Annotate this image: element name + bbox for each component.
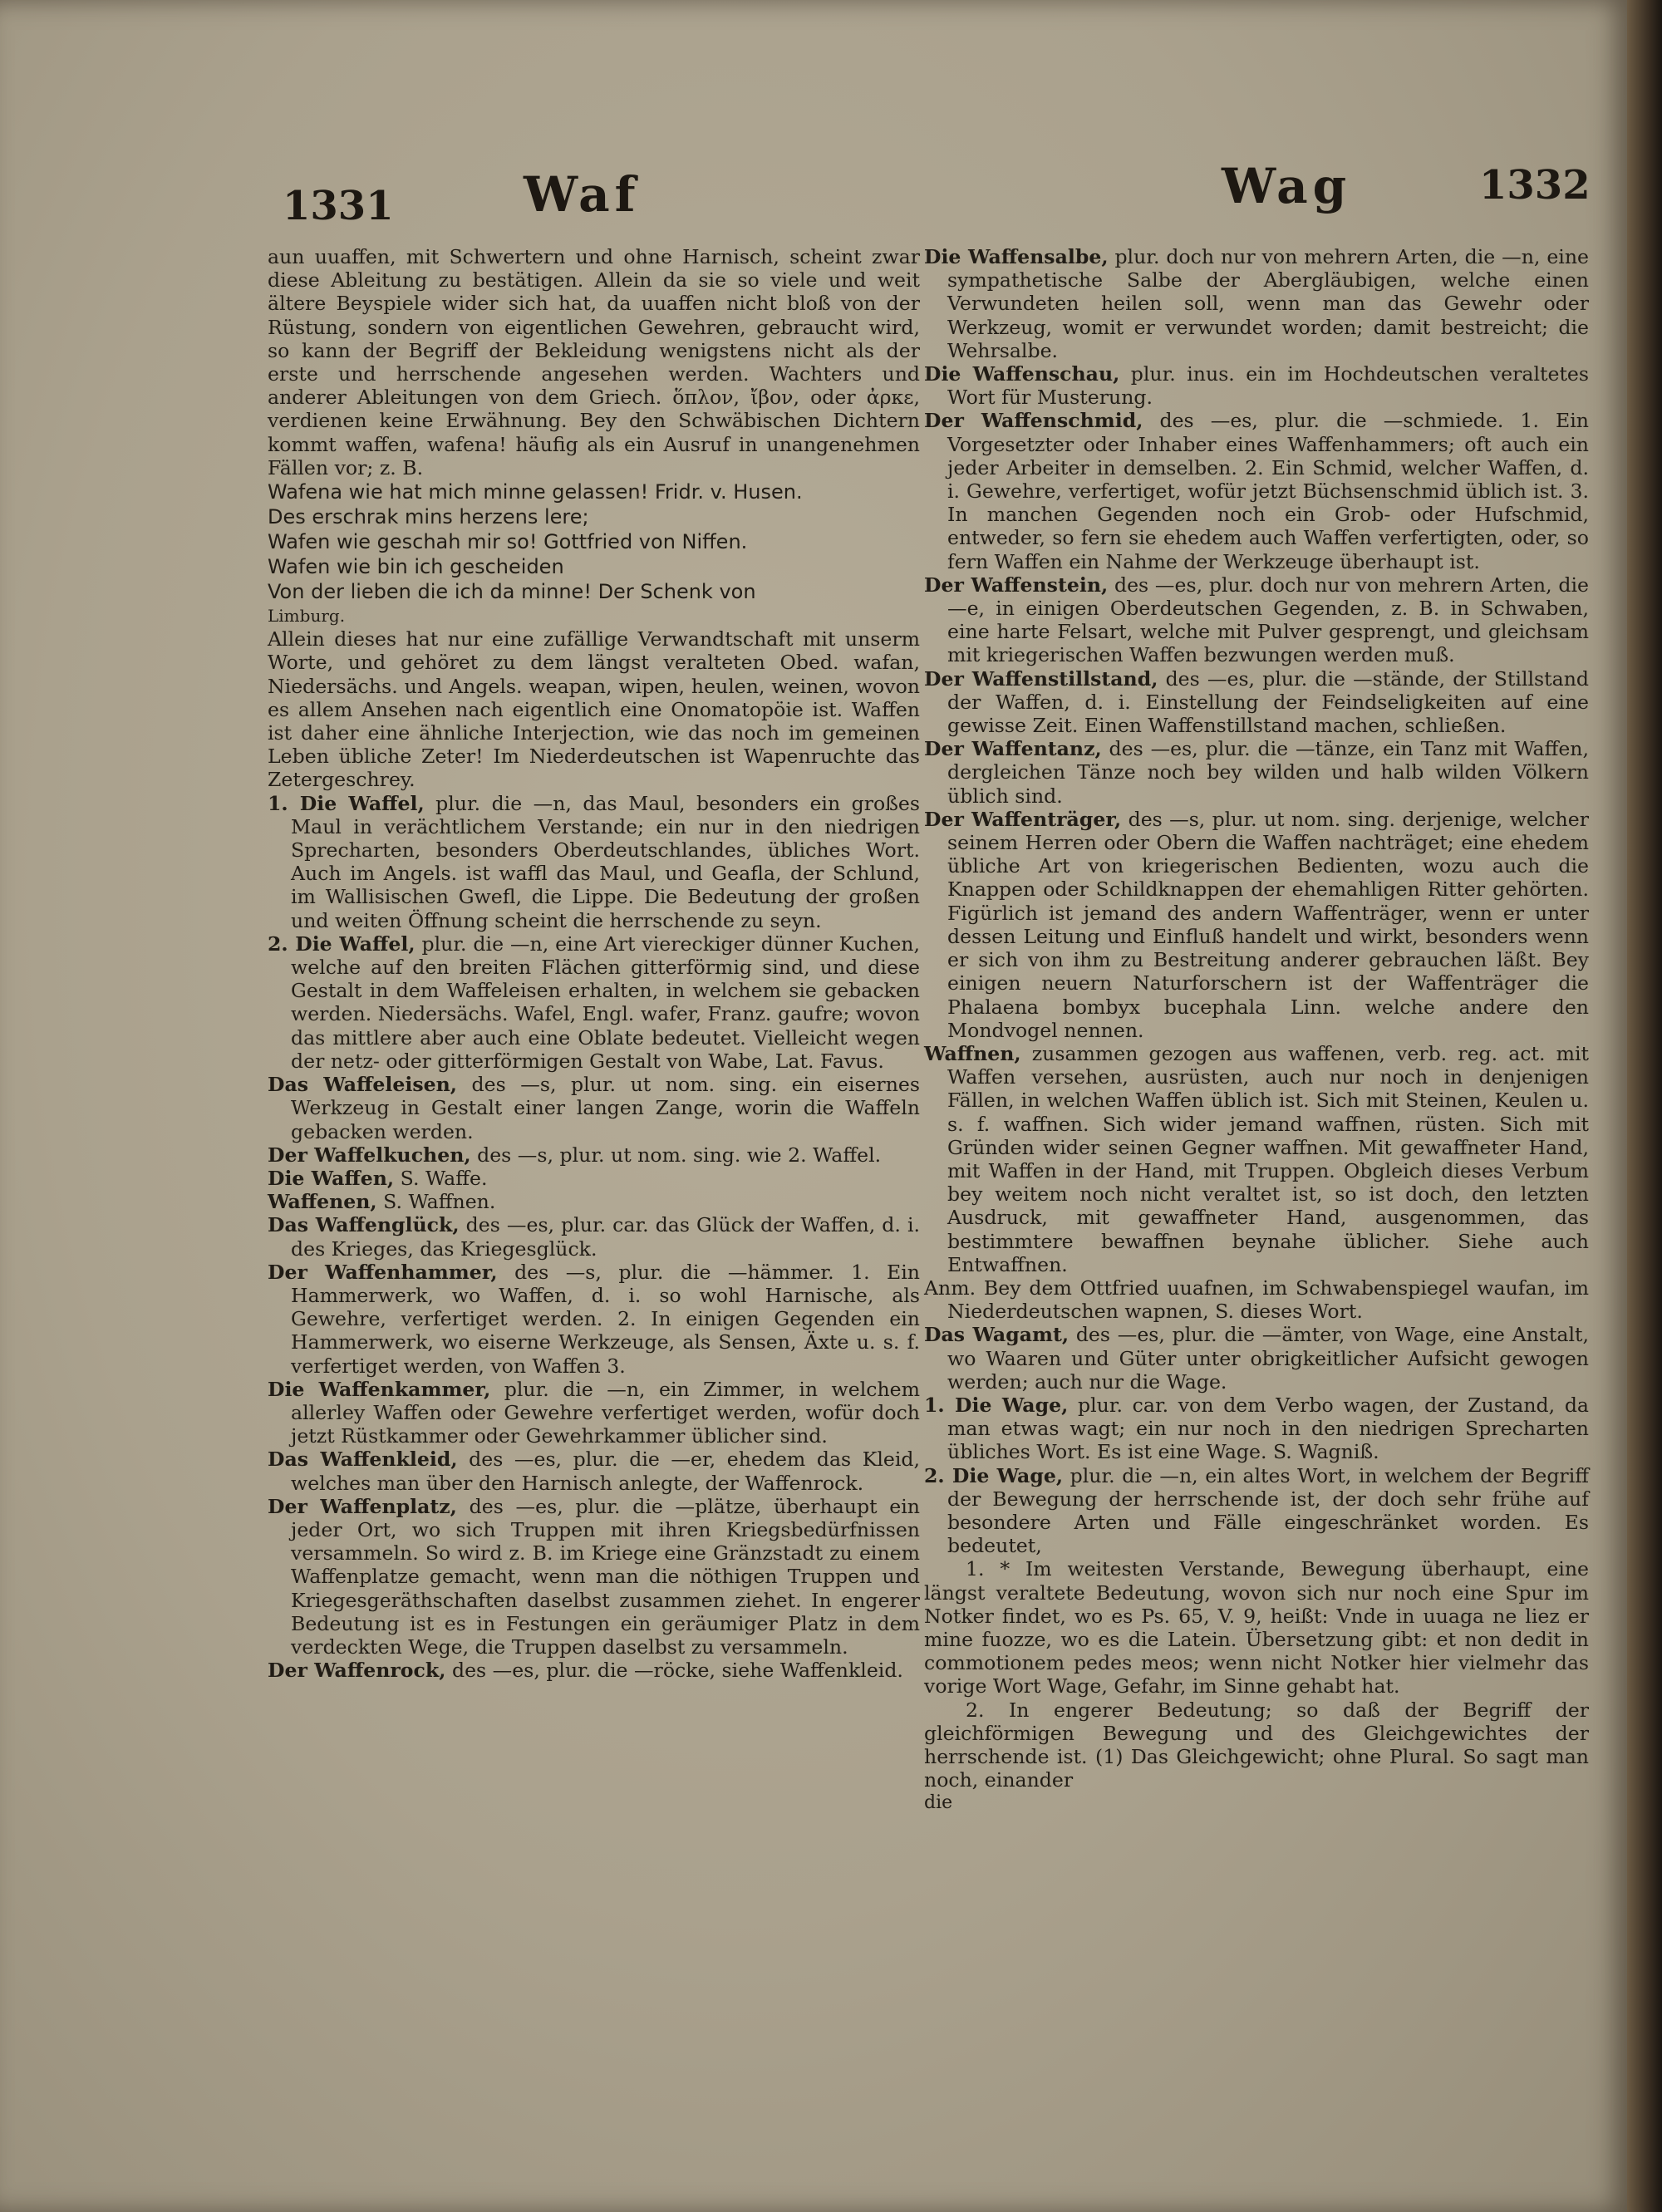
running-head-right: Wag xyxy=(1222,158,1352,214)
dictionary-entry xyxy=(268,1073,920,1143)
entry-headword: Das Waffenkleid, xyxy=(268,1448,458,1472)
verse-line: Des erschrak mins herzens lere; xyxy=(268,505,589,529)
dictionary-entry xyxy=(924,1042,1589,1276)
right-column xyxy=(924,245,1589,1816)
dictionary-entry xyxy=(268,1190,920,1213)
dictionary-entry xyxy=(268,1261,920,1378)
entry-headword: Der Waffenrock, xyxy=(268,1659,446,1683)
dictionary-entry xyxy=(924,409,1589,573)
book-spine xyxy=(1627,0,1662,2212)
verse-attribution: Limburg. xyxy=(268,606,346,627)
entry-headword: Der Waffenhammer, xyxy=(268,1260,498,1284)
continuation-paragraph: aun uuaffen, mit Schwertern und ohne Harnisch, scheint zwar diese Ableitung zu bestätigen. Allein da sie so viele und weit ältere Beyspiele wider sich hat, da uuaffen nicht bloß von der Rüstung, sondern von eigentlichen Gewehren, gebraucht wird, so kann der Begriff der Bekleidung wenigstens nicht als der erste und herrschende angesehen werden. Wachters und anderer Ableitungen von dem Griech. ὅπλον, ἴβον, oder ἀρκε, verdienen keine Erwähnung. Bey den Schwäbischen Dichtern kommt waffen, wafena! häufig als ein Ausruf in unangenehmen Fällen vor; z. B. xyxy=(268,245,920,479)
entry-list xyxy=(268,792,920,1683)
catchword-footer: die xyxy=(924,1792,953,1814)
sub-sense-paragraph: 2. In engerer Bedeutung; so daß der Begriff der gleichförmigen Bewegung und des Gleichgewichtes der herrschende ist. (1) Das Gleichgewicht; ohne Plural. So sagt man noch, einander xyxy=(924,1698,1589,1792)
entry-list xyxy=(924,245,1589,1557)
entry-definition: plur. die —n, das Maul, besonders ein großes Maul in verächtlichem Verstande; ein nur in den niedrigen Sprecharten, besonders Oberdeutschlandes, übliches Wort. Auch im Angels. ist waffl das Maul, und Geafla, der Schlund, im Wallisischen Gwefl, die Lippe. Die Bedeutung der großen und weiten Öffnung scheint die herrschende zu seyn. xyxy=(291,791,921,932)
dictionary-entry xyxy=(268,1448,920,1494)
verse-line: Wafen wie bin ich gescheiden xyxy=(268,555,564,579)
dictionary-entry xyxy=(268,1378,920,1448)
entry-definition: des —es, plur. die —stände, der Stillstand der Waffen, d. i. Einstellung der Feindseligkeiten auf eine gewisse Zeit. Einen Waffenstillstand machen, schließen. xyxy=(947,666,1589,738)
left-column xyxy=(268,245,920,1682)
entry-definition: des —es, plur. car. das Glück der Waffen, d. i. des Krieges, das Kriegesglück. xyxy=(291,1213,920,1261)
entry-definition: S. Waffnen. xyxy=(376,1190,496,1214)
entry-headword: Der Waffenstillstand, xyxy=(924,666,1158,691)
entry-definition: plur. doch nur von mehrern Arten, die —n, eine sympathetische Salbe der Abergläubigen, welche einen Verwundeten heilen soll, wenn man das Gewehr oder Werkzeug, womit er verwundet worden; damit bestreicht; die Wehrsalbe. xyxy=(947,245,1589,362)
entry-definition: Anm. Bey dem Ottfried uuafnen, im Schwabenspiegel waufan, im Niederdeutschen wapnen, S. dieses Wort. xyxy=(924,1276,1589,1324)
entry-headword: 1. Die Wage, xyxy=(924,1393,1069,1417)
entry-definition: plur. die —n, ein Zimmer, in welchem allerley Waffen oder Gewehre verfertiget werden, wofür doch jetzt Rüstkammer oder Gewehrkammer üblicher sind. xyxy=(291,1377,920,1448)
entry-definition: des —es, plur. die —tänze, ein Tanz mit Waffen, dergleichen Tänze noch bey wilden und halb wilden Völkern üblich sind. xyxy=(947,737,1590,808)
entry-headword: Waffnen, xyxy=(924,1041,1021,1065)
dictionary-entry xyxy=(924,573,1589,667)
page-number-left: 1331 xyxy=(283,183,394,229)
entry-headword: Der Waffentanz, xyxy=(924,737,1102,761)
dictionary-entry xyxy=(268,1213,920,1260)
dictionary-entry xyxy=(924,808,1589,1042)
dictionary-entry xyxy=(268,1167,920,1190)
entry-definition: des —es, plur. die —ämter, von Wage, eine Anstalt, wo Waaren und Güter unter obrigkeitlicher Aufsicht gewogen werden; auch nur die Wage. xyxy=(947,1323,1589,1394)
verse-quote xyxy=(268,479,920,627)
entry-headword: Das Waffeleisen, xyxy=(268,1073,457,1097)
page-number-right: 1332 xyxy=(1479,162,1591,209)
verse-line: Wafen wie geschah mir so! Gottfried von Niffen. xyxy=(268,530,748,554)
sub-sense-paragraph: 1. * Im weitesten Verstande, Bewegung überhaupt, eine längst veraltete Bedeutung, wovon sich nur noch eine Spur im Notker findet, wo es Ps. 65, V. 9, heißt: Vnde in uuaga ne liez er mine fuozze, wo es die Latein. Übersetzung gibt: et non dedit in commotionem pedes meos; wenn nicht Notker hier vielmehr das vorige Wort Wage, Gefahr, im Sinne gehabt hat. xyxy=(924,1557,1589,1698)
entry-headword: Der Waffenplatz, xyxy=(268,1494,457,1518)
entry-definition: des —es, plur. die —schmiede. 1. Ein Vorgesetzter oder Inhaber eines Waffenhammers; oft auch ein jeder Arbeiter in demselben. 2. Ein Schmid, welcher Waffen, d. i. Gewehre, verfertiget, wofür jetzt Büchsenschmid üblich ist. 3. In manchen Gegenden noch ein Grob- oder Hufschmid, entweder, so fern sie ehedem auch Waffen verfertigten, oder, so fern Waffen ein Nahme der Werkzeuge überhaupt ist. xyxy=(947,409,1589,573)
entry-definition: plur. inus. ein im Hochdeutschen veraltetes Wort für Musterung. xyxy=(947,362,1590,410)
dictionary-entry xyxy=(268,932,920,1073)
entry-headword: Die Waffenschau, xyxy=(924,362,1120,386)
entry-headword: 2. Die Wage, xyxy=(924,1463,1064,1487)
entry-headword: Waffenen, xyxy=(268,1190,377,1214)
entry-definition: plur. car. von dem Verbo wagen, der Zustand, da man etwas wagt; ein nur noch in den niedrigen Sprecharten übliches Wort. Es ist eine Wage. S. Wagniß. xyxy=(947,1393,1589,1464)
dictionary-entry xyxy=(924,737,1589,808)
entry-definition: des —s, plur. ut nom. sing. wie 2. Waffel. xyxy=(470,1143,882,1167)
entry-definition: plur. die —n, ein altes Wort, in welchem der Begriff der Bewegung der herrschende ist, der doch sehr frühe auf besondere Arten und Fälle eingeschränket worden. Es bedeutet, xyxy=(947,1463,1590,1558)
entry-definition: des —es, plur. die —er, ehedem das Kleid, welches man über den Harnisch anlegte, der Waffenrock. xyxy=(291,1448,920,1495)
dictionary-entry xyxy=(924,1464,1589,1558)
entry-headword: Die Waffensalbe, xyxy=(924,245,1109,268)
dictionary-entry xyxy=(924,245,1589,362)
entry-definition: des —s, plur. ut nom. sing. ein eisernes Werkzeug in Gestalt einer langen Zange, worin die Waffeln gebacken werden. xyxy=(291,1073,920,1143)
entry-definition: des —s, plur. ut nom. sing. derjenige, welcher seinem Herren oder Obern die Waffen nachträget; eine ehedem übliche Art von kriegerischen Bedienten, wozu auch die Knappen oder Schildknappen der ehemahligen Ritter gehörten. Figürlich ist jemand des andern Waffenträger, wenn er unter dessen Leitung und Einfluß handelt und wirkt, besonders wenn er sich von ihm zu Bestreitung anderer gebrauchen läßt. Bey einigen neuern Naturforschern ist der Waffenträger die Phalaena bombyx bucephala Linn. welche andere den Mondvogel nennen. xyxy=(947,807,1589,1042)
entry-headword: Der Waffenstein, xyxy=(924,573,1109,597)
running-head-left: Waf xyxy=(524,166,641,223)
dictionary-entry xyxy=(924,1323,1589,1394)
dictionary-entry xyxy=(924,362,1589,409)
entry-headword: Die Waffen, xyxy=(268,1166,395,1190)
dictionary-entry xyxy=(924,1276,1589,1323)
entry-headword: Das Wagamt, xyxy=(924,1323,1069,1347)
entry-headword: Der Waffenträger, xyxy=(924,807,1122,831)
entry-definition: des —es, plur. doch nur von mehrern Arten, die —e, in einigen Oberdeutschen Gegenden, z. B. in Schwaben, eine harte Felsart, welche mit Pulver gesprengt, und gleichsam mit kriegerischen Waffen bezwungen werden muß. xyxy=(947,573,1589,667)
verse-line: Von der lieben die ich da minne! Der Schenk von xyxy=(268,580,756,604)
entry-headword: Die Waffenkammer, xyxy=(268,1377,491,1401)
entry-definition: des —s, plur. die —hämmer. 1. Ein Hammerwerk, wo Waffen, d. i. so wohl Harnische, als Gewehre, verfertiget werden. 2. In einigen Gegenden ein Hammerwerk, wo eiserne Werkzeuge, als Sensen, Äxte u. s. f. verfertiget werden, von Waffen 3. xyxy=(291,1260,920,1378)
paragraph: Allein dieses hat nur eine zufällige Verwandtschaft mit unserm Worte, und gehöret zu dem längst veralteten Obed. wafan, Niedersächs. und Angels. weapan, wipen, heulen, weinen, wovon es allem Ansehen nach eigentlich eine Onomatopöie ist. Waffen ist daher eine ähnliche Interjection, wie das noch im gemeinen Leben übliche Zeter! Im Niederdeutschen ist Wapenruchte das Zetergeschrey. xyxy=(268,627,920,792)
entry-definition: plur. die —n, eine Art viereckiger dünner Kuchen, welche auf den breiten Flächen gitterförmig sind, und diese Gestalt in dem Waffeleisen erhalten, in welchem sie gebacken werden. Niedersächs. Wafel, Engl. wafer, Franz. gaufre; wovon das mittlere aber auch eine Oblate bedeutet. Vielleicht wegen der netz- oder gitterförmigen Gestalt von Wabe, Lat. Favus. xyxy=(291,931,920,1073)
dictionary-entry xyxy=(268,1143,920,1167)
dictionary-entry xyxy=(924,667,1589,738)
entry-definition: zusammen gezogen aus waffenen, verb. reg. act. mit Waffen versehen, ausrüsten, auch nur noch in denjenigen Fällen, in welchen Waffen üblich ist. Sich mit Steinen, Keulen u. s. f. waffnen. Sich wider jemand waffnen, rüsten. Sich mit Gründen wider seinen Gegner waffnen. Mit gewaffneter Hand, mit Waffen in der Hand, mit Truppen. Obgleich dieses Verbum bey weitem noch nicht veraltet ist, so ist doch, den letzten Ausdruck, mit gewaffneter Hand, ausgenommen, das bestimmtere bewaffnen beynahe üblicher. Siehe auch Entwaffnen. xyxy=(947,1041,1589,1276)
dictionary-entry xyxy=(924,1394,1589,1464)
verse-line: Wafena wie hat mich minne gelassen! Fridr. v. Husen. xyxy=(268,480,803,504)
dictionary-entry xyxy=(268,792,920,932)
page-header xyxy=(266,150,1591,229)
entry-headword: Das Waffenglück, xyxy=(268,1213,460,1237)
entry-headword: Der Waffelkuchen, xyxy=(268,1143,471,1167)
dictionary-entry xyxy=(268,1659,920,1682)
entry-headword: Der Waffenschmid, xyxy=(924,409,1143,433)
entry-headword: 1. Die Waffel, xyxy=(268,791,425,815)
entry-definition: des —es, plur. die —röcke, siehe Waffenkleid. xyxy=(445,1659,903,1683)
entry-headword: 2. Die Waffel, xyxy=(268,931,416,956)
entry-definition: des —es, plur. die —plätze, überhaupt ein jeder Ort, wo sich Truppen mit ihren Kriegsbedürfnissen versammeln. So wird z. B. im Kriege eine Gränzstadt zu einem Waffenplatze gemacht, wenn man die nöthigen Truppen und Kriegesgeräthschaften daselbst zusammen ziehet. In engerer Bedeutung ist es in Festungen ein geräumiger Platz in dem verdeckten Wege, die Truppen daselbst zu versammeln. xyxy=(291,1494,921,1659)
dictionary-entry xyxy=(268,1495,920,1659)
entry-definition: S. Waffe. xyxy=(394,1166,488,1190)
